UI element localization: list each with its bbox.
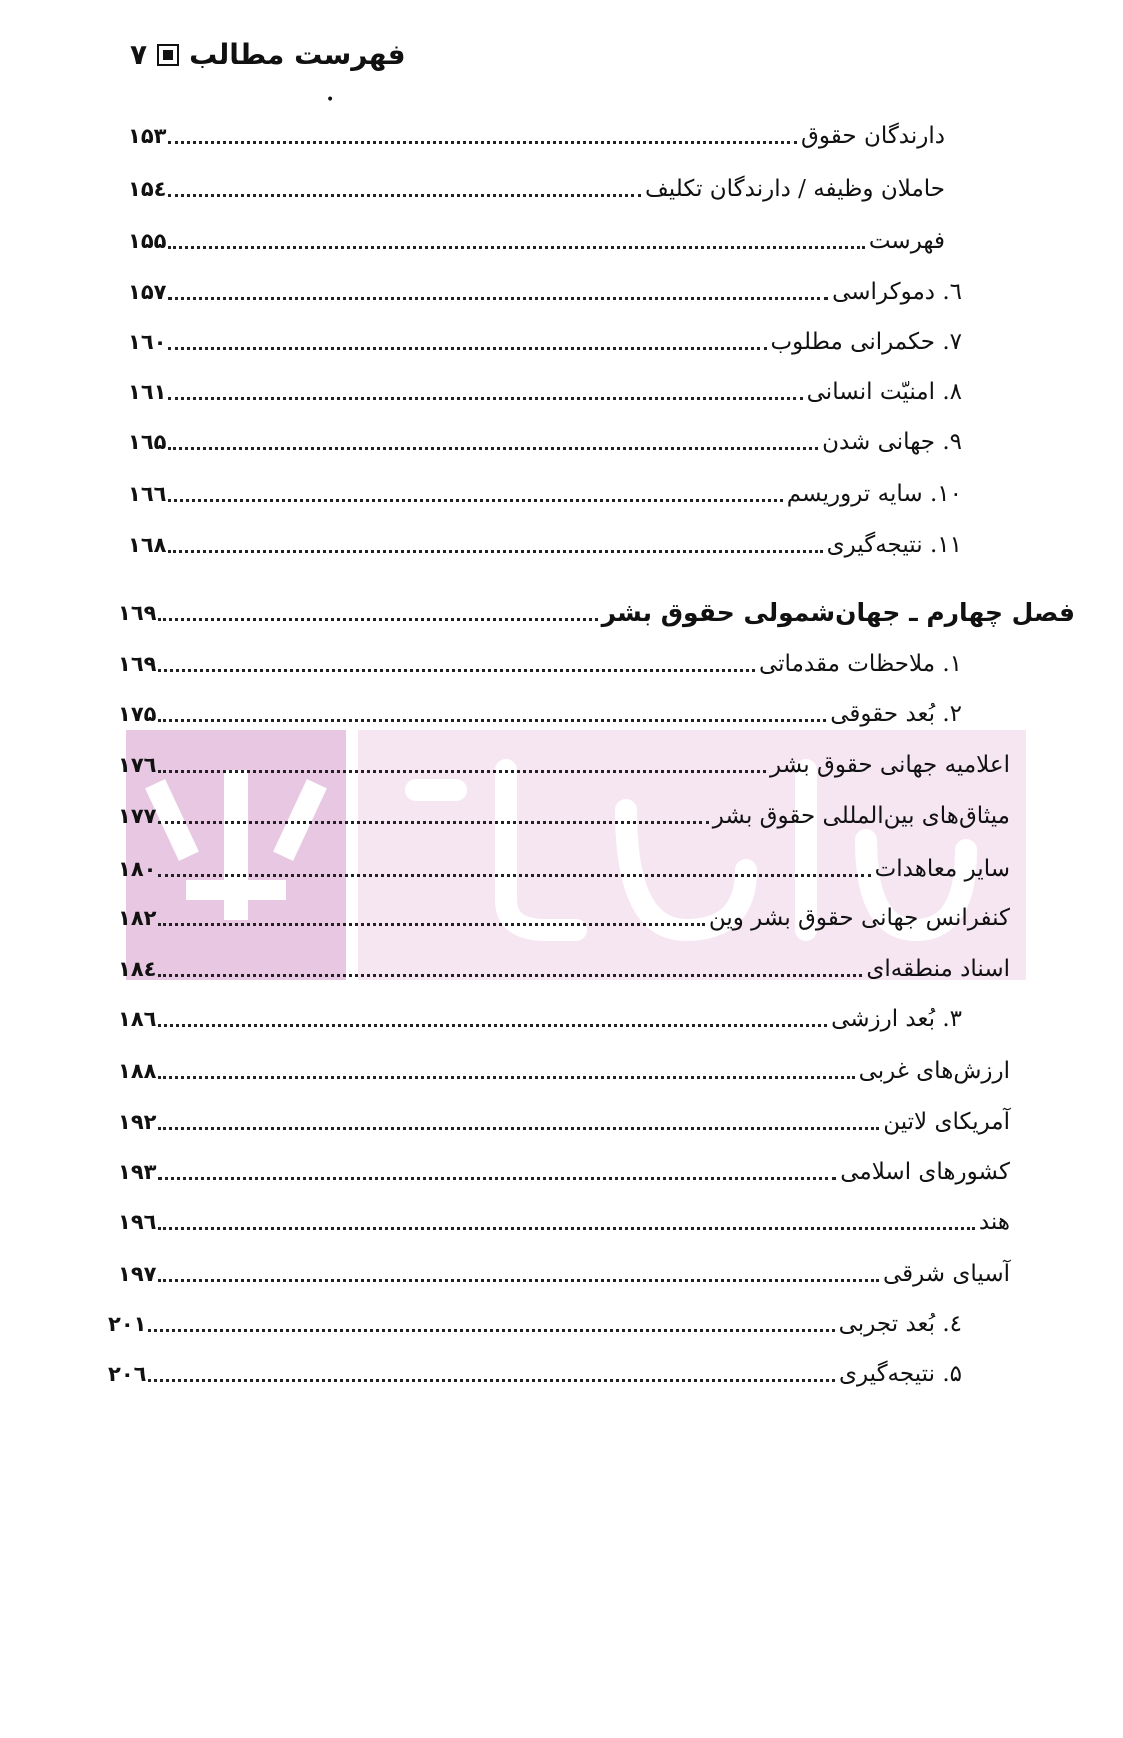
toc-page-number: ۱٦۵ [128, 430, 167, 454]
dot-leader [158, 1127, 879, 1130]
toc-entry-row [118, 995, 962, 1035]
dot-leader [168, 194, 641, 197]
chapter-heading-row [118, 589, 1075, 629]
dot-leader [158, 770, 766, 773]
toc-page-number: ۱۸٦ [118, 1007, 157, 1031]
toc-entry-label: کشورهای اسلامی [840, 1159, 1010, 1185]
toc-entry-label: ۷. حکمرانی مطلوب [770, 329, 962, 355]
toc-entry-label: آسیای شرقی [882, 1261, 1010, 1287]
dot-leader [158, 821, 708, 824]
toc-page-number: ۱۷۷ [118, 804, 157, 828]
header-dot-mark: • [326, 92, 335, 108]
toc-entry-row [118, 741, 1010, 781]
header-title: فهرست مطالب [189, 38, 406, 71]
dot-leader [168, 447, 818, 450]
toc-entry-row [118, 945, 1010, 985]
toc-entry-label: حاملان وظیفه / دارندگان تکلیف [645, 176, 945, 202]
toc-page-number: ۱۹۷ [118, 1262, 157, 1286]
toc-page-number: ۱۵۳ [128, 124, 167, 148]
toc-entry-row [128, 418, 962, 458]
toc-entry-label: میثاق‌های بین‌المللی حقوق بشر [712, 803, 1010, 829]
toc-page-number: ۱٦۱ [128, 380, 167, 404]
toc-entry-label: ۵. نتیجه‌گیری [838, 1361, 962, 1387]
dot-leader [158, 669, 755, 672]
toc-entry-row [118, 845, 1010, 885]
toc-page-number: ۲۰۱ [108, 1312, 147, 1336]
toc-entry-row [108, 1350, 962, 1390]
toc-entry-label: ۱۰. سایه تروریسم [786, 481, 962, 507]
dot-leader [168, 499, 782, 502]
toc-page-number: ۱۹۲ [118, 1110, 157, 1134]
dot-leader [158, 1279, 878, 1282]
toc-page-number: ۱٦۰ [128, 330, 167, 354]
toc-entry-row [128, 470, 962, 510]
toc-page-number: ۱٦٦ [128, 482, 167, 506]
toc-page-number: ۱۸۰ [118, 857, 157, 881]
toc-entry-row [128, 165, 945, 205]
toc-entry-row [128, 521, 962, 561]
toc-page-number: ۱۸۸ [118, 1059, 157, 1083]
dot-leader [168, 397, 802, 400]
toc-entry-label: ۳. بُعد ارزشی [831, 1006, 962, 1032]
toc-entry-row [128, 318, 962, 358]
toc-page-number: ۱۹۳ [118, 1160, 157, 1184]
toc-entry-label: اسناد منطقه‌ای [866, 956, 1010, 982]
toc-entry-label: دارندگان حقوق [801, 123, 945, 149]
dot-leader [158, 1227, 974, 1230]
toc-entry-label: اعلامیه جهانی حقوق بشر [770, 752, 1010, 778]
toc-entry-label: ٤. بُعد تجربی [838, 1311, 962, 1337]
dot-leader [158, 719, 826, 722]
toc-page-number: ۱۵٤ [128, 177, 167, 201]
toc-page-number: ۱٦۹ [118, 601, 157, 625]
toc-page-number: ۱۷۵ [118, 702, 157, 726]
dot-leader [168, 246, 864, 249]
toc-entry-label: ۲. بُعد حقوقی [830, 701, 962, 727]
chapter-title: فصل چهارم ـ جهان‌شمولی حقوق بشر [601, 598, 1075, 627]
toc-entry-label: هند [978, 1209, 1010, 1235]
dot-leader [168, 550, 822, 553]
toc-page-number: ۲۰٦ [108, 1362, 147, 1386]
toc-entry-label: ۸. امنیّت انسانی [806, 379, 962, 405]
toc-entry-row [118, 640, 962, 680]
toc-entry-row [118, 690, 962, 730]
dot-leader [158, 974, 862, 977]
toc-entry-label: کنفرانس جهانی حقوق بشر وین [708, 905, 1010, 931]
toc-entry-row [128, 368, 962, 408]
toc-entry-row [128, 268, 962, 308]
dot-leader [158, 1076, 854, 1079]
toc-entry-row [118, 1148, 1010, 1188]
toc-entry-label: آمریکای لاتین [883, 1109, 1010, 1135]
dot-leader [168, 347, 766, 350]
header-page-number: ۷ [130, 38, 148, 71]
dot-leader [158, 874, 870, 877]
toc-page-number: ۱۹٦ [118, 1210, 157, 1234]
dot-leader [158, 1024, 827, 1027]
toc-page-number: ۱٦۸ [128, 533, 167, 557]
toc-entry-row [118, 1098, 1010, 1138]
toc-page-number: ۱۸۲ [118, 906, 157, 930]
toc-entry-row [118, 792, 1010, 832]
dot-leader [158, 923, 704, 926]
toc-page-number: ۱۸٤ [118, 957, 157, 981]
toc-entry-row [128, 112, 945, 152]
toc-entry-row [118, 1250, 1010, 1290]
toc-page-number: ۱۷٦ [118, 753, 157, 777]
toc-entry-row [118, 894, 1010, 934]
toc-page-number: ۱٦۹ [118, 652, 157, 676]
dot-leader [158, 1177, 836, 1180]
toc-entry-label: ۹. جهانی شدن [822, 429, 962, 455]
toc-entry-row [128, 217, 945, 257]
toc-entry-row [118, 1047, 1010, 1087]
dot-leader [148, 1329, 834, 1332]
dot-leader [148, 1379, 835, 1382]
toc-entry-row [108, 1300, 962, 1340]
toc-entry-label: ۱. ملاحظات مقدماتی [758, 651, 962, 677]
toc-entry-label: ۱۱. نتیجه‌گیری [826, 532, 962, 558]
toc-entry-label: فهرست [868, 228, 945, 254]
dot-leader [168, 141, 797, 144]
toc-entry-label: ٦. دموکراسی [832, 279, 962, 305]
toc-entry-label: ارزش‌های غربی [858, 1058, 1010, 1084]
toc-entry-row [118, 1198, 1010, 1238]
toc-page-number: ۱۵۵ [128, 229, 167, 253]
dot-leader [168, 297, 828, 300]
toc-entry-label: سایر معاهدات [874, 856, 1010, 882]
toc-page-number: ۱۵۷ [128, 280, 167, 304]
dot-leader [158, 618, 597, 621]
